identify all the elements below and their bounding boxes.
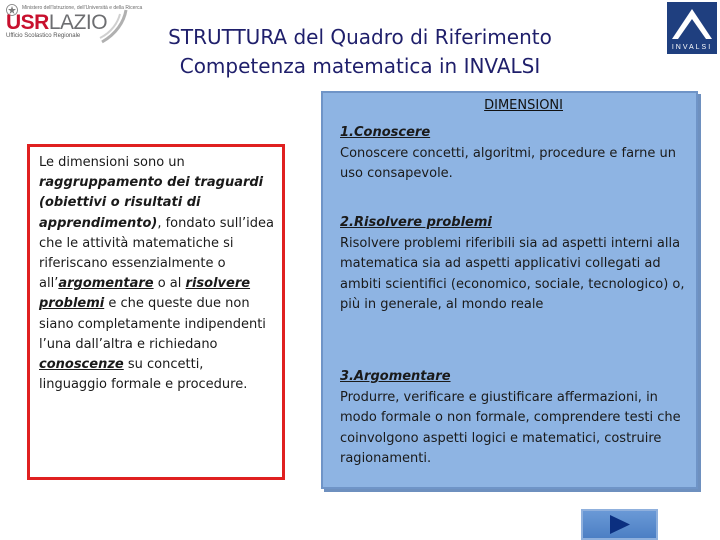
invalsi-logo bbox=[667, 2, 717, 54]
dimension-title: 2.Risolvere problemi bbox=[340, 215, 492, 230]
definition-mid-3: e che queste due non siano completamente indipendenti l’una dall’altra e richiedano bbox=[39, 296, 266, 352]
invalsi-mark-icon bbox=[668, 3, 716, 43]
lazio-text: LAZIO bbox=[48, 11, 108, 34]
definition-ending: su concetti, linguaggio formale e procedure. bbox=[39, 357, 248, 393]
dimensions-heading: DIMENSIONI bbox=[484, 98, 563, 113]
usr-subtitle: Ufficio Scolastico Regionale bbox=[6, 33, 81, 39]
dimension-text: Risolvere problemi riferibili sia ad aspetti interni alla matematica sia ad aspetti applicativi collegati ad ambiti scientifici (economico, sociale, tecnologico) o, più in generale, al mondo reale bbox=[340, 235, 685, 312]
invalsi-label: INVALSI bbox=[671, 44, 713, 51]
play-right-icon bbox=[583, 511, 656, 538]
dimensions-panel bbox=[321, 91, 698, 489]
definition-mid-2: o al bbox=[153, 276, 186, 292]
usr-lazio-wordmark bbox=[6, 12, 107, 33]
dimension-text: Produrre, verificare e giustificare affermazioni, in modo formale o non formale, comprendere testi che coinvolgono aspetti logici e matematici, costruire ragionamenti. bbox=[340, 389, 681, 466]
page-title-line-2: Competenza matematica in INVALSI bbox=[179, 54, 541, 78]
page-title-line-1: STRUTTURA del Quadro di Riferimento bbox=[168, 25, 552, 49]
dimension-title: 3.Argomentare bbox=[340, 369, 451, 384]
keyword-risolvere: risolvere problemi bbox=[39, 276, 251, 312]
next-slide-button[interactable] bbox=[581, 509, 658, 540]
definition-mid-1: , fondato sull’idea che le attività matematiche si riferiscano essenzialmente o all’ bbox=[39, 215, 274, 292]
dimension-item bbox=[340, 213, 692, 316]
definition-emphasis: raggruppamento dei traguardi (obiettivi o risultati di apprendimento) bbox=[39, 175, 264, 231]
ministry-text: Ministero dell'Istruzione, dell'Università e della Ricerca bbox=[22, 5, 143, 11]
keyword-argomentare: argomentare bbox=[58, 276, 154, 292]
dimension-text: Conoscere concetti, algoritmi, procedure e farne un uso consapevole. bbox=[340, 145, 676, 181]
dimension-item bbox=[340, 123, 692, 185]
definition-intro: Le dimensioni sono un bbox=[39, 155, 185, 170]
dimension-item bbox=[340, 367, 692, 470]
keyword-conoscenze: conoscenze bbox=[39, 357, 124, 373]
usr-text: USR bbox=[6, 11, 49, 34]
dimension-title: 1.Conoscere bbox=[340, 125, 431, 140]
definition-text bbox=[39, 153, 274, 395]
definition-box bbox=[27, 144, 285, 480]
